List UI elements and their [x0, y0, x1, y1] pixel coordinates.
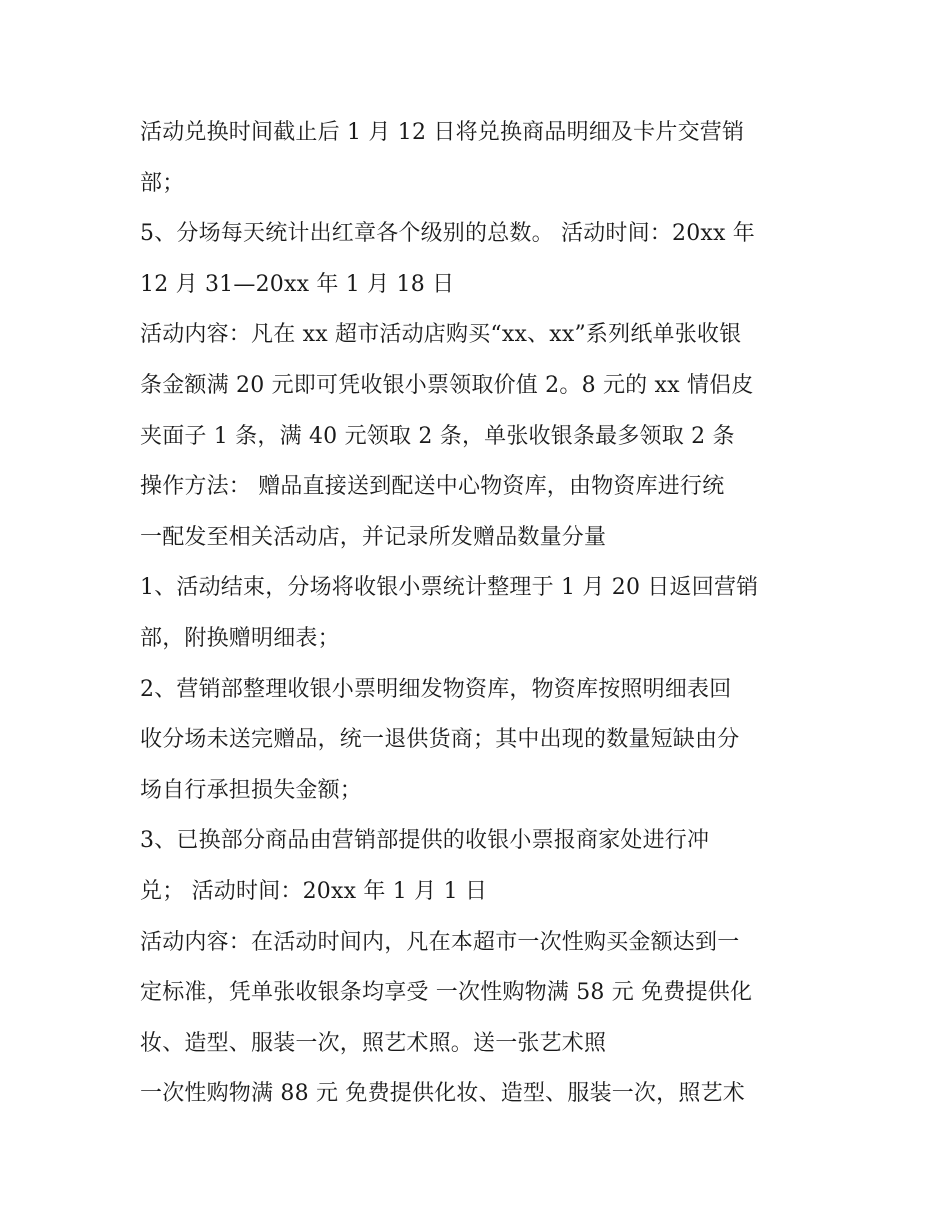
text-line: 一配发至相关活动店，并记录所发赠品数量分量 [140, 524, 607, 550]
text-line: 妆、造型、服装一次，照艺术照。送一张艺术照 [140, 1030, 607, 1056]
document-body [140, 108, 820, 1120]
text-line: 部； [140, 170, 185, 196]
text-line: 5、分场每天统计出红章各个级别的总数。 活动时间：20xx 年 [140, 221, 755, 247]
text-line: 部，附换赠明细表； [140, 625, 340, 651]
text-line: 操作方法： 赠品直接送到配送中心物资库，由物资库进行统 [140, 474, 725, 500]
text-line: 场自行承担损失金额； [140, 777, 363, 803]
text-line: 活动兑换时间截止后 1 月 12 日将兑换商品明细及卡片交营销 [140, 120, 745, 145]
text-line: 定标准，凭单张收银条均享受 一次性购物满 58 元 免费提供化 [140, 980, 753, 1006]
text-line: 1、活动结束，分场将收银小票统计整理于 1 月 20 日返回营销 [140, 575, 759, 601]
text-line: 收分场未送完赠品，统一退供货商；其中出现的数量短缺由分 [140, 727, 740, 753]
text-line: 夹面子 1 条，满 40 元领取 2 条，单张收银条最多领取 2 条 [140, 423, 735, 449]
text-line: 12 月 31—20xx 年 1 月 18 日 [140, 271, 455, 297]
text-line: 3、已换部分商品由营销部提供的收银小票报商家处进行冲 [140, 828, 710, 854]
text-line: 2、营销部整理收银小票明细发物资库，物资库按照明细表回 [140, 676, 732, 702]
text-line: 活动内容：凡在 xx 超市活动店购买“xx、xx”系列纸单张收银 [140, 322, 742, 348]
text-line: 活动内容：在活动时间内，凡在本超市一次性购买金额达到一 [140, 929, 740, 955]
text-line: 兑； 活动时间：20xx 年 1 月 1 日 [140, 878, 488, 904]
text-line: 条金额满 20 元即可凭收银小票领取价值 2。8 元的 xx 情侣皮 [140, 372, 754, 398]
text-line: 一次性购物满 88 元 免费提供化妆、造型、服装一次，照艺术 [140, 1081, 745, 1107]
